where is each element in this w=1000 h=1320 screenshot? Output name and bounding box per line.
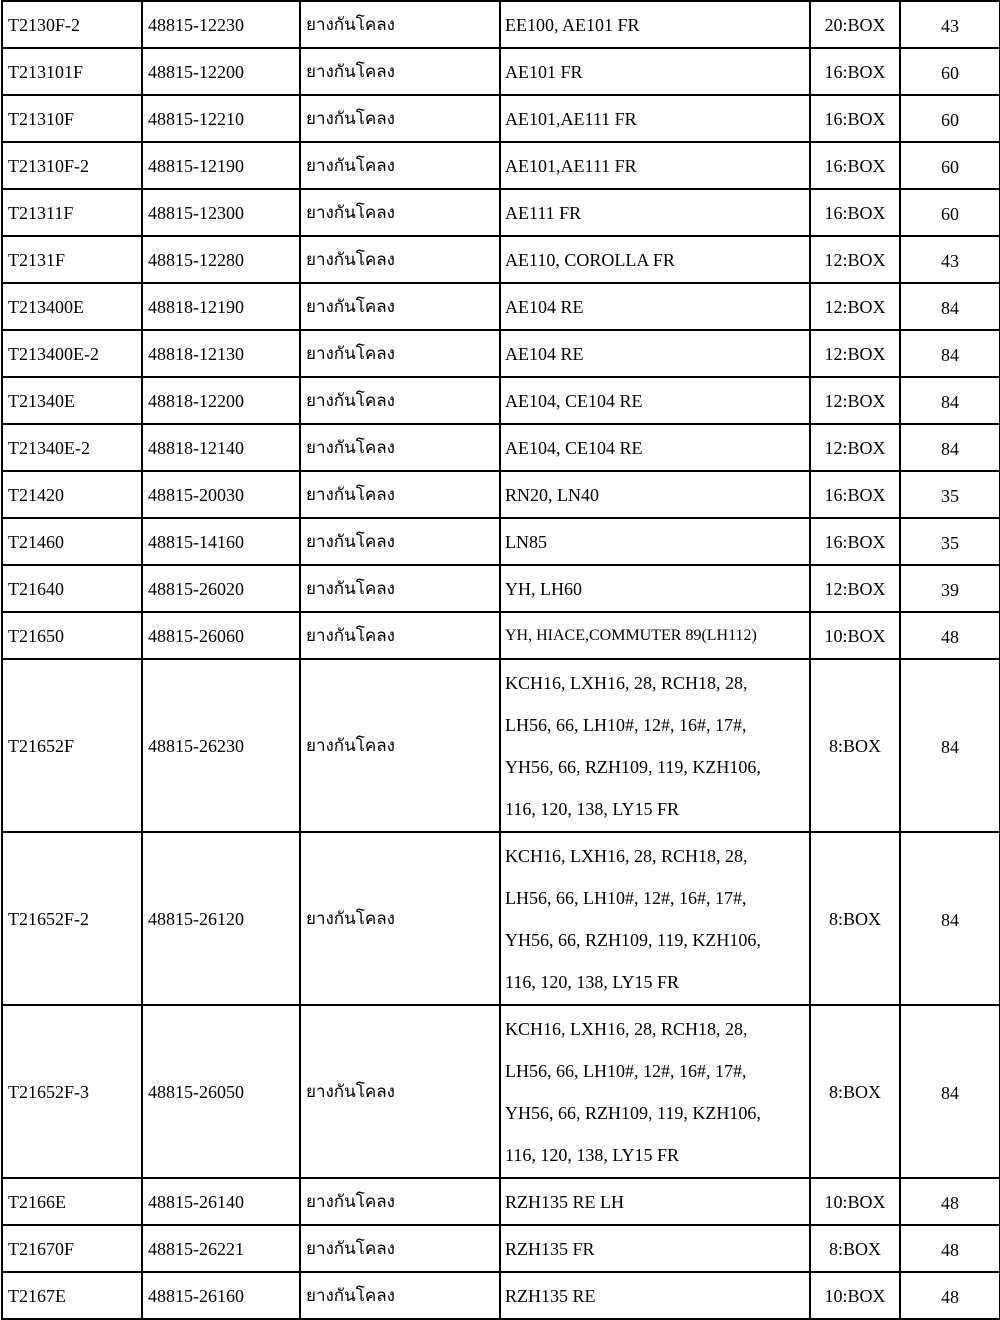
oem-number-cell: 48815-26230 [142,659,300,832]
pack-qty-cell: 10:BOX [810,1272,900,1319]
oem-number-cell: 48818-12140 [142,424,300,471]
price-cell: 84 [900,330,1000,377]
pack-qty-cell: 12:BOX [810,424,900,471]
fitment-line: RZH135 RE LH [505,1191,624,1212]
oem-number-cell: 48815-26160 [142,1272,300,1319]
price-cell: 84 [900,832,1000,1005]
table-row [2,330,1000,377]
table-row [2,424,1000,471]
part-code-cell: T21340E-2 [2,424,142,471]
part-code-cell: T21420 [2,471,142,518]
oem-number-cell: 48815-26221 [142,1225,300,1272]
oem-number-cell: 48815-20030 [142,471,300,518]
oem-number-cell: 48815-14160 [142,518,300,565]
description-cell: ยางกันโคลง [300,95,500,142]
pack-qty-cell: 16:BOX [810,471,900,518]
fitment-cell [500,612,810,659]
part-code-cell: T21340E [2,377,142,424]
pack-qty-cell: 16:BOX [810,142,900,189]
table-row [2,659,1000,832]
fitment-line: RN20, LN40 [505,484,599,505]
table-row [2,95,1000,142]
table-row [2,1005,1000,1178]
fitment-cell [500,518,810,565]
table-row [2,1225,1000,1272]
fitment-line: KCH16, LXH16, 28, RCH18, 28, [505,1018,748,1039]
fitment-cell [500,1225,810,1272]
fitment-cell [500,424,810,471]
description-cell: ยางกันโคลง [300,471,500,518]
pack-qty-cell: 16:BOX [810,518,900,565]
fitment-line: YH56, 66, RZH109, 119, KZH106, [505,1102,761,1123]
fitment-cell [500,377,810,424]
fitment-line: KCH16, LXH16, 28, RCH18, 28, [505,845,748,866]
fitment-cell [500,330,810,377]
oem-number-cell: 48815-12210 [142,95,300,142]
fitment-line: LH56, 66, LH10#, 12#, 16#, 17#, [505,714,747,735]
part-code-cell: T21652F-2 [2,832,142,1005]
pack-qty-cell: 12:BOX [810,283,900,330]
fitment-line: RZH135 RE [505,1285,596,1306]
oem-number-cell: 48815-26120 [142,832,300,1005]
description-cell: ยางกันโคลง [300,612,500,659]
oem-number-cell: 48815-12200 [142,48,300,95]
price-cell: 35 [900,471,1000,518]
table-row [2,189,1000,236]
parts-table-body [2,1,1000,1319]
fitment-line: 116, 120, 138, LY15 FR [505,971,680,992]
fitment-cell [500,1005,810,1178]
table-row [2,1272,1000,1319]
table-row [2,1,1000,48]
description-cell: ยางกันโคลง [300,832,500,1005]
part-code-cell: T2130F-2 [2,1,142,48]
fitment-line: 116, 120, 138, LY15 FR [505,1144,680,1165]
fitment-cell [500,142,810,189]
price-cell: 60 [900,95,1000,142]
fitment-line: RZH135 FR [505,1238,595,1259]
oem-number-cell: 48815-12280 [142,236,300,283]
pack-qty-cell: 16:BOX [810,95,900,142]
fitment-line: YH, HIACE,COMMUTER 89(LH112) [505,626,757,644]
description-cell: ยางกันโคลง [300,377,500,424]
price-cell: 48 [900,612,1000,659]
description-cell: ยางกันโคลง [300,236,500,283]
fitment-line: AE101,AE111 FR [505,108,637,129]
part-code-cell: T21460 [2,518,142,565]
part-code-cell: T2167E [2,1272,142,1319]
pack-qty-cell: 8:BOX [810,832,900,1005]
price-cell: 60 [900,142,1000,189]
fitment-cell [500,95,810,142]
description-cell: ยางกันโคลง [300,330,500,377]
oem-number-cell: 48815-26140 [142,1178,300,1225]
part-code-cell: T21650 [2,612,142,659]
table-row [2,236,1000,283]
price-cell: 60 [900,48,1000,95]
description-cell: ยางกันโคลง [300,1005,500,1178]
description-cell: ยางกันโคลง [300,565,500,612]
oem-number-cell: 48815-12300 [142,189,300,236]
description-cell: ยางกันโคลง [300,424,500,471]
table-row [2,377,1000,424]
fitment-line: AE101,AE111 FR [505,155,637,176]
table-row [2,1178,1000,1225]
description-cell: ยางกันโคลง [300,1,500,48]
fitment-cell [500,471,810,518]
fitment-cell [500,48,810,95]
oem-number-cell: 48815-26050 [142,1005,300,1178]
fitment-cell [500,1,810,48]
pack-qty-cell: 12:BOX [810,565,900,612]
fitment-cell [500,565,810,612]
price-cell: 48 [900,1272,1000,1319]
fitment-cell [500,283,810,330]
fitment-line: EE100, AE101 FR [505,14,640,35]
table-row [2,283,1000,330]
part-code-cell: T21670F [2,1225,142,1272]
fitment-line: LH56, 66, LH10#, 12#, 16#, 17#, [505,887,747,908]
fitment-line: YH56, 66, RZH109, 119, KZH106, [505,929,761,950]
oem-number-cell: 48818-12130 [142,330,300,377]
oem-number-cell: 48815-12190 [142,142,300,189]
description-cell: ยางกันโคลง [300,1272,500,1319]
part-code-cell: T2131F [2,236,142,283]
table-row [2,518,1000,565]
part-code-cell: T2166E [2,1178,142,1225]
pack-qty-cell: 16:BOX [810,48,900,95]
fitment-line: 116, 120, 138, LY15 FR [505,798,680,819]
fitment-line: AE104, CE104 RE [505,390,643,411]
part-code-cell: T21310F-2 [2,142,142,189]
part-code-cell: T21311F [2,189,142,236]
part-code-cell: T213101F [2,48,142,95]
oem-number-cell: 48818-12190 [142,283,300,330]
fitment-cell [500,832,810,1005]
fitment-line: AE101 FR [505,61,583,82]
fitment-line: LN85 [505,531,547,552]
description-cell: ยางกันโคลง [300,283,500,330]
part-code-cell: T213400E [2,283,142,330]
pack-qty-cell: 8:BOX [810,1225,900,1272]
description-cell: ยางกันโคลง [300,189,500,236]
fitment-line: LH56, 66, LH10#, 12#, 16#, 17#, [505,1060,747,1081]
oem-number-cell: 48815-12230 [142,1,300,48]
pack-qty-cell: 12:BOX [810,330,900,377]
price-cell: 48 [900,1225,1000,1272]
description-cell: ยางกันโคลง [300,518,500,565]
price-cell: 84 [900,659,1000,832]
price-cell: 84 [900,283,1000,330]
pack-qty-cell: 16:BOX [810,189,900,236]
oem-number-cell: 48815-26060 [142,612,300,659]
fitment-cell [500,236,810,283]
pack-qty-cell: 8:BOX [810,659,900,832]
part-code-cell: T21652F [2,659,142,832]
price-cell: 35 [900,518,1000,565]
fitment-line: AE104, CE104 RE [505,437,643,458]
fitment-line: KCH16, LXH16, 28, RCH18, 28, [505,672,748,693]
price-cell: 43 [900,236,1000,283]
fitment-line: YH, LH60 [505,578,582,599]
fitment-cell [500,1178,810,1225]
pack-qty-cell: 12:BOX [810,377,900,424]
description-cell: ยางกันโคลง [300,1178,500,1225]
fitment-line: AE104 RE [505,343,584,364]
part-code-cell: T21652F-3 [2,1005,142,1178]
part-code-cell: T213400E-2 [2,330,142,377]
oem-number-cell: 48815-26020 [142,565,300,612]
price-cell: 48 [900,1178,1000,1225]
price-cell: 43 [900,1,1000,48]
table-row [2,612,1000,659]
table-row [2,48,1000,95]
price-cell: 60 [900,189,1000,236]
table-row [2,142,1000,189]
price-cell: 39 [900,565,1000,612]
parts-table [1,0,1000,1320]
fitment-line: AE104 RE [505,296,584,317]
price-cell: 84 [900,1005,1000,1178]
description-cell: ยางกันโคลง [300,48,500,95]
fitment-cell [500,189,810,236]
fitment-line: AE110, COROLLA FR [505,249,675,270]
pack-qty-cell: 8:BOX [810,1005,900,1178]
fitment-cell [500,1272,810,1319]
part-code-cell: T21310F [2,95,142,142]
pack-qty-cell: 12:BOX [810,236,900,283]
description-cell: ยางกันโคลง [300,659,500,832]
fitment-line: YH56, 66, RZH109, 119, KZH106, [505,756,761,777]
table-row [2,832,1000,1005]
table-row [2,565,1000,612]
pack-qty-cell: 10:BOX [810,1178,900,1225]
table-row [2,471,1000,518]
fitment-cell [500,659,810,832]
price-cell: 84 [900,377,1000,424]
price-cell: 84 [900,424,1000,471]
description-cell: ยางกันโคลง [300,142,500,189]
description-cell: ยางกันโคลง [300,1225,500,1272]
pack-qty-cell: 10:BOX [810,612,900,659]
part-code-cell: T21640 [2,565,142,612]
pack-qty-cell: 20:BOX [810,1,900,48]
fitment-line: AE111 FR [505,202,582,223]
oem-number-cell: 48818-12200 [142,377,300,424]
